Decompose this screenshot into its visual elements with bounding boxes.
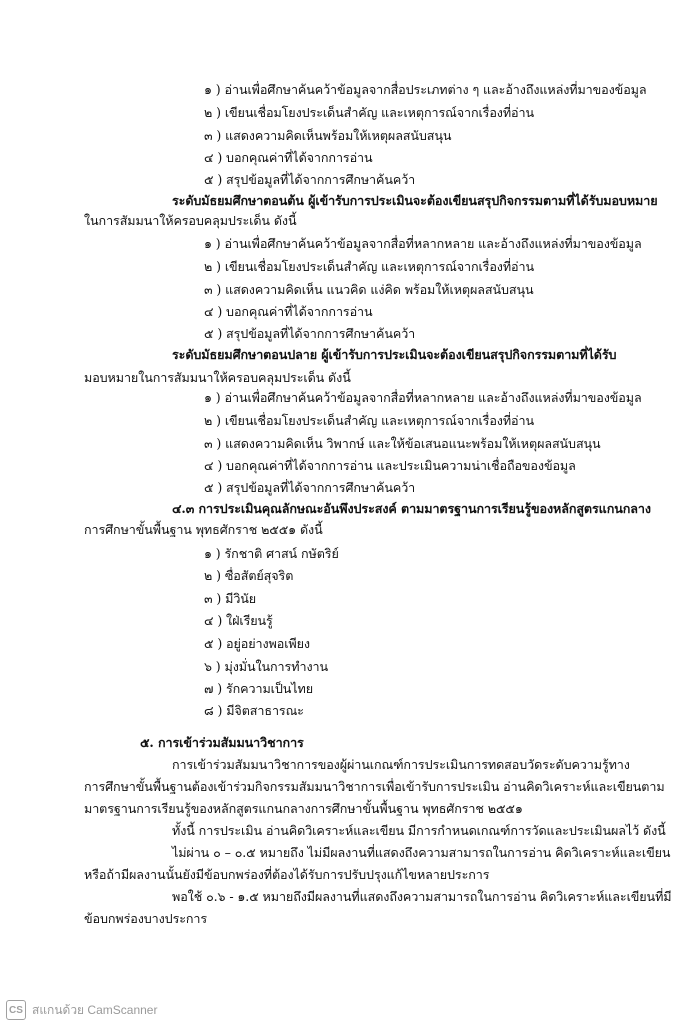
text-line: พอใช้ ๐.๖ - ๑.๕ หมายถึงมีผลงานที่แสดงถึงความสามารถในการอ่าน คิดวิเคราะห์และเขียนที่มี: [172, 889, 672, 904]
text-line: มาตรฐานการเรียนรู้ของหลักสูตรแกนกลางการศึกษาขั้นพื้นฐาน พุทธศักราช ๒๕๕๑: [84, 801, 523, 816]
text-line: ทั้งนี้ การประเมิน อ่านคิดวิเคราะห์และเขียน มีการกำหนดเกณฑ์การวัดและประเมินผลไว้ ดังนี้: [172, 823, 666, 838]
list-item: ๓ ) มีวินัย: [204, 591, 257, 606]
list-item: ๕ ) อยู่อย่างพอเพียง: [204, 636, 310, 651]
list-item: ๒ ) ซื่อสัตย์สุจริต: [204, 568, 294, 583]
section-heading: ๔.๓ การประเมินคุณลักษณะอันพึงประสงค์ ตามมาตรฐานการเรียนรู้ของหลักสูตรแกนกลาง: [172, 501, 651, 516]
text-line: ๓ ) แสดงความคิดเห็นพร้อมให้เหตุผลสนับสนุน: [204, 128, 452, 143]
text-line: ๓ ) แสดงความคิดเห็น วิพากษ์ และให้ข้อเสนอแนะพร้อมให้เหตุผลสนับสนุน: [204, 436, 601, 451]
text-line: หรือถ้ามีผลงานนั้นยังมีข้อบกพร่องที่ต้องได้รับการปรับปรุงแก้ไขหลายประการ: [84, 867, 490, 882]
text-line: ๑ ) อ่านเพื่อศึกษาค้นคว้าข้อมูลจากสื่อที่หลากหลาย และอ้างถึงแหล่งที่มาของข้อมูล: [204, 390, 642, 405]
list-item: ๑ ) รักชาติ ศาสน์ กษัตริย์: [204, 546, 339, 561]
text-line: ๔ ) บอกคุณค่าที่ได้จากการอ่าน: [204, 304, 373, 319]
text-line: ไม่ผ่าน ๐ – ๐.๕ หมายถึง ไม่มีผลงานที่แสดงถึงความสามารถในการอ่าน คิดวิเคราะห์และเขียน: [172, 845, 671, 860]
text-line: ในการสัมมนาให้ครอบคลุมประเด็น ดังนี้: [84, 213, 297, 228]
camscanner-watermark: [6, 1000, 157, 1020]
text-line: ๕ ) สรุปข้อมูลที่ได้จากการศึกษาค้นคว้า: [204, 480, 416, 495]
text-line: การศึกษาขั้นพื้นฐานต้องเข้าร่วมกิจกรรมสัมมนาวิชาการเพื่อเข้ารับการประเมิน อ่านคิดวิเคราะห์และเขียนตาม: [84, 779, 665, 794]
text-line: ๒ ) เขียนเชื่อมโยงประเด็นสำคัญ และเหตุการณ์จากเรื่องที่อ่าน: [204, 259, 534, 274]
text-line: การศึกษาขั้นพื้นฐาน พุทธศักราช ๒๕๕๑ ดังนี้: [84, 522, 323, 537]
section-heading: ๕. การเข้าร่วมสัมมนาวิชาการ: [140, 735, 304, 750]
section-heading: ระดับมัธยมศึกษาตอนต้น ผู้เข้ารับการประเมินจะต้องเขียนสรุปกิจกรรมตามที่ได้รับมอบหมาย: [172, 193, 658, 208]
list-item: ๘ ) มีจิตสาธารณะ: [204, 703, 304, 718]
text-line: มอบหมายในการสัมมนาให้ครอบคลุมประเด็น ดังนี้: [84, 370, 351, 385]
list-item: ๖ ) มุ่งมั่นในการทำงาน: [204, 659, 328, 674]
text-line: การเข้าร่วมสัมมนาวิชาการของผู้ผ่านเกณฑ์การประเมินการทดสอบวัดระดับความรู้ทาง: [172, 757, 630, 772]
text-line: ๕ ) สรุปข้อมูลที่ได้จากการศึกษาค้นคว้า: [204, 172, 416, 187]
text-line: ๒ ) เขียนเชื่อมโยงประเด็นสำคัญ และเหตุการณ์จากเรื่องที่อ่าน: [204, 105, 534, 120]
text-line: ข้อบกพร่องบางประการ: [84, 911, 208, 926]
text-line: ๑ ) อ่านเพื่อศึกษาค้นคว้าข้อมูลจากสื่อที่หลากหลาย และอ้างถึงแหล่งที่มาของข้อมูล: [204, 236, 642, 251]
text-line: ๓ ) แสดงความคิดเห็น แนวคิด แง่คิด พร้อมให้เหตุผลสนับสนุน: [204, 282, 534, 297]
list-item: ๔ ) ใฝ่เรียนรู้: [204, 613, 273, 628]
text-line: ๔ ) บอกคุณค่าที่ได้จากการอ่าน และประเมินความน่าเชื่อถือของข้อมูล: [204, 458, 576, 473]
list-item: ๗ ) รักความเป็นไทย: [204, 681, 313, 696]
camscanner-logo-icon: CS: [6, 1000, 26, 1020]
text-line: ๔ ) บอกคุณค่าที่ได้จากการอ่าน: [204, 150, 373, 165]
text-line: ๕ ) สรุปข้อมูลที่ได้จากการศึกษาค้นคว้า: [204, 326, 416, 341]
text-line: ๑ ) อ่านเพื่อศึกษาค้นคว้าข้อมูลจากสื่อประเภทต่าง ๆ และอ้างถึงแหล่งที่มาของข้อมูล: [204, 82, 647, 97]
section-heading: ระดับมัธยมศึกษาตอนปลาย ผู้เข้ารับการประเมินจะต้องเขียนสรุปกิจกรรมตามที่ได้รับ: [172, 347, 617, 362]
text-line: ๒ ) เขียนเชื่อมโยงประเด็นสำคัญ และเหตุการณ์จากเรื่องที่อ่าน: [204, 413, 534, 428]
camscanner-label: สแกนด้วย CamScanner: [32, 1002, 158, 1017]
